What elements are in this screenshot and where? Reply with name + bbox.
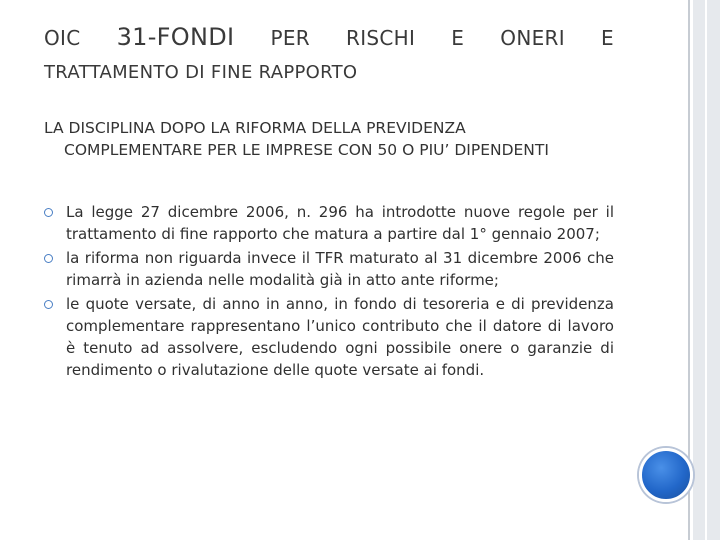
bullet-text: la riforma non riguarda invece il TFR maturato al 31 dicembre 2006 che rimarrà in azienda nelle modalità già in atto ante riforme; bbox=[66, 249, 614, 289]
subtitle-line-1: LA DISCIPLINA DOPO LA RIFORMA DELLA PREVIDENZA bbox=[44, 119, 466, 137]
decorative-circle bbox=[639, 448, 693, 502]
list-item bbox=[44, 293, 614, 381]
title-line-2: TRATTAMENTO DI FINE RAPPORTO bbox=[44, 62, 358, 83]
subtitle bbox=[44, 117, 616, 161]
bullet-text: La legge 27 dicembre 2006, n. 296 ha introdotte nuove regole per il trattamento di fine rapporto che matura a partire dal 1° gennaio 2007; bbox=[66, 203, 614, 243]
list-item bbox=[44, 201, 614, 245]
title-word: RISCHI bbox=[346, 26, 416, 50]
bullet-text: le quote versate, di anno in anno, in fondo di tesoreria e di previdenza complementare rappresentano l’unico contributo che il datore di lavoro è tenuto ad assolvere, escludendo ogni possibile onere o garanzie di rendimento o rivalutazione delle quote versate ai fondi. bbox=[66, 295, 614, 379]
bullet-circle-icon bbox=[44, 300, 53, 309]
list-item bbox=[44, 247, 614, 291]
subtitle-line-2: COMPLEMENTARE PER LE IMPRESE CON 50 O PIU’ DIPENDENTI bbox=[64, 141, 549, 159]
slide-title bbox=[44, 22, 614, 86]
title-word: E bbox=[600, 26, 614, 50]
title-word: ONERI bbox=[500, 26, 565, 50]
bullet-circle-icon bbox=[44, 208, 53, 217]
title-word: 31-FONDI bbox=[116, 23, 235, 51]
bullet-list bbox=[44, 201, 614, 383]
bullet-circle-icon bbox=[44, 254, 53, 263]
border-strip-highlight bbox=[705, 0, 707, 540]
title-word: OIC bbox=[44, 26, 81, 50]
title-word: PER bbox=[270, 26, 310, 50]
title-word: E bbox=[451, 26, 465, 50]
title-line-1 bbox=[44, 22, 614, 52]
